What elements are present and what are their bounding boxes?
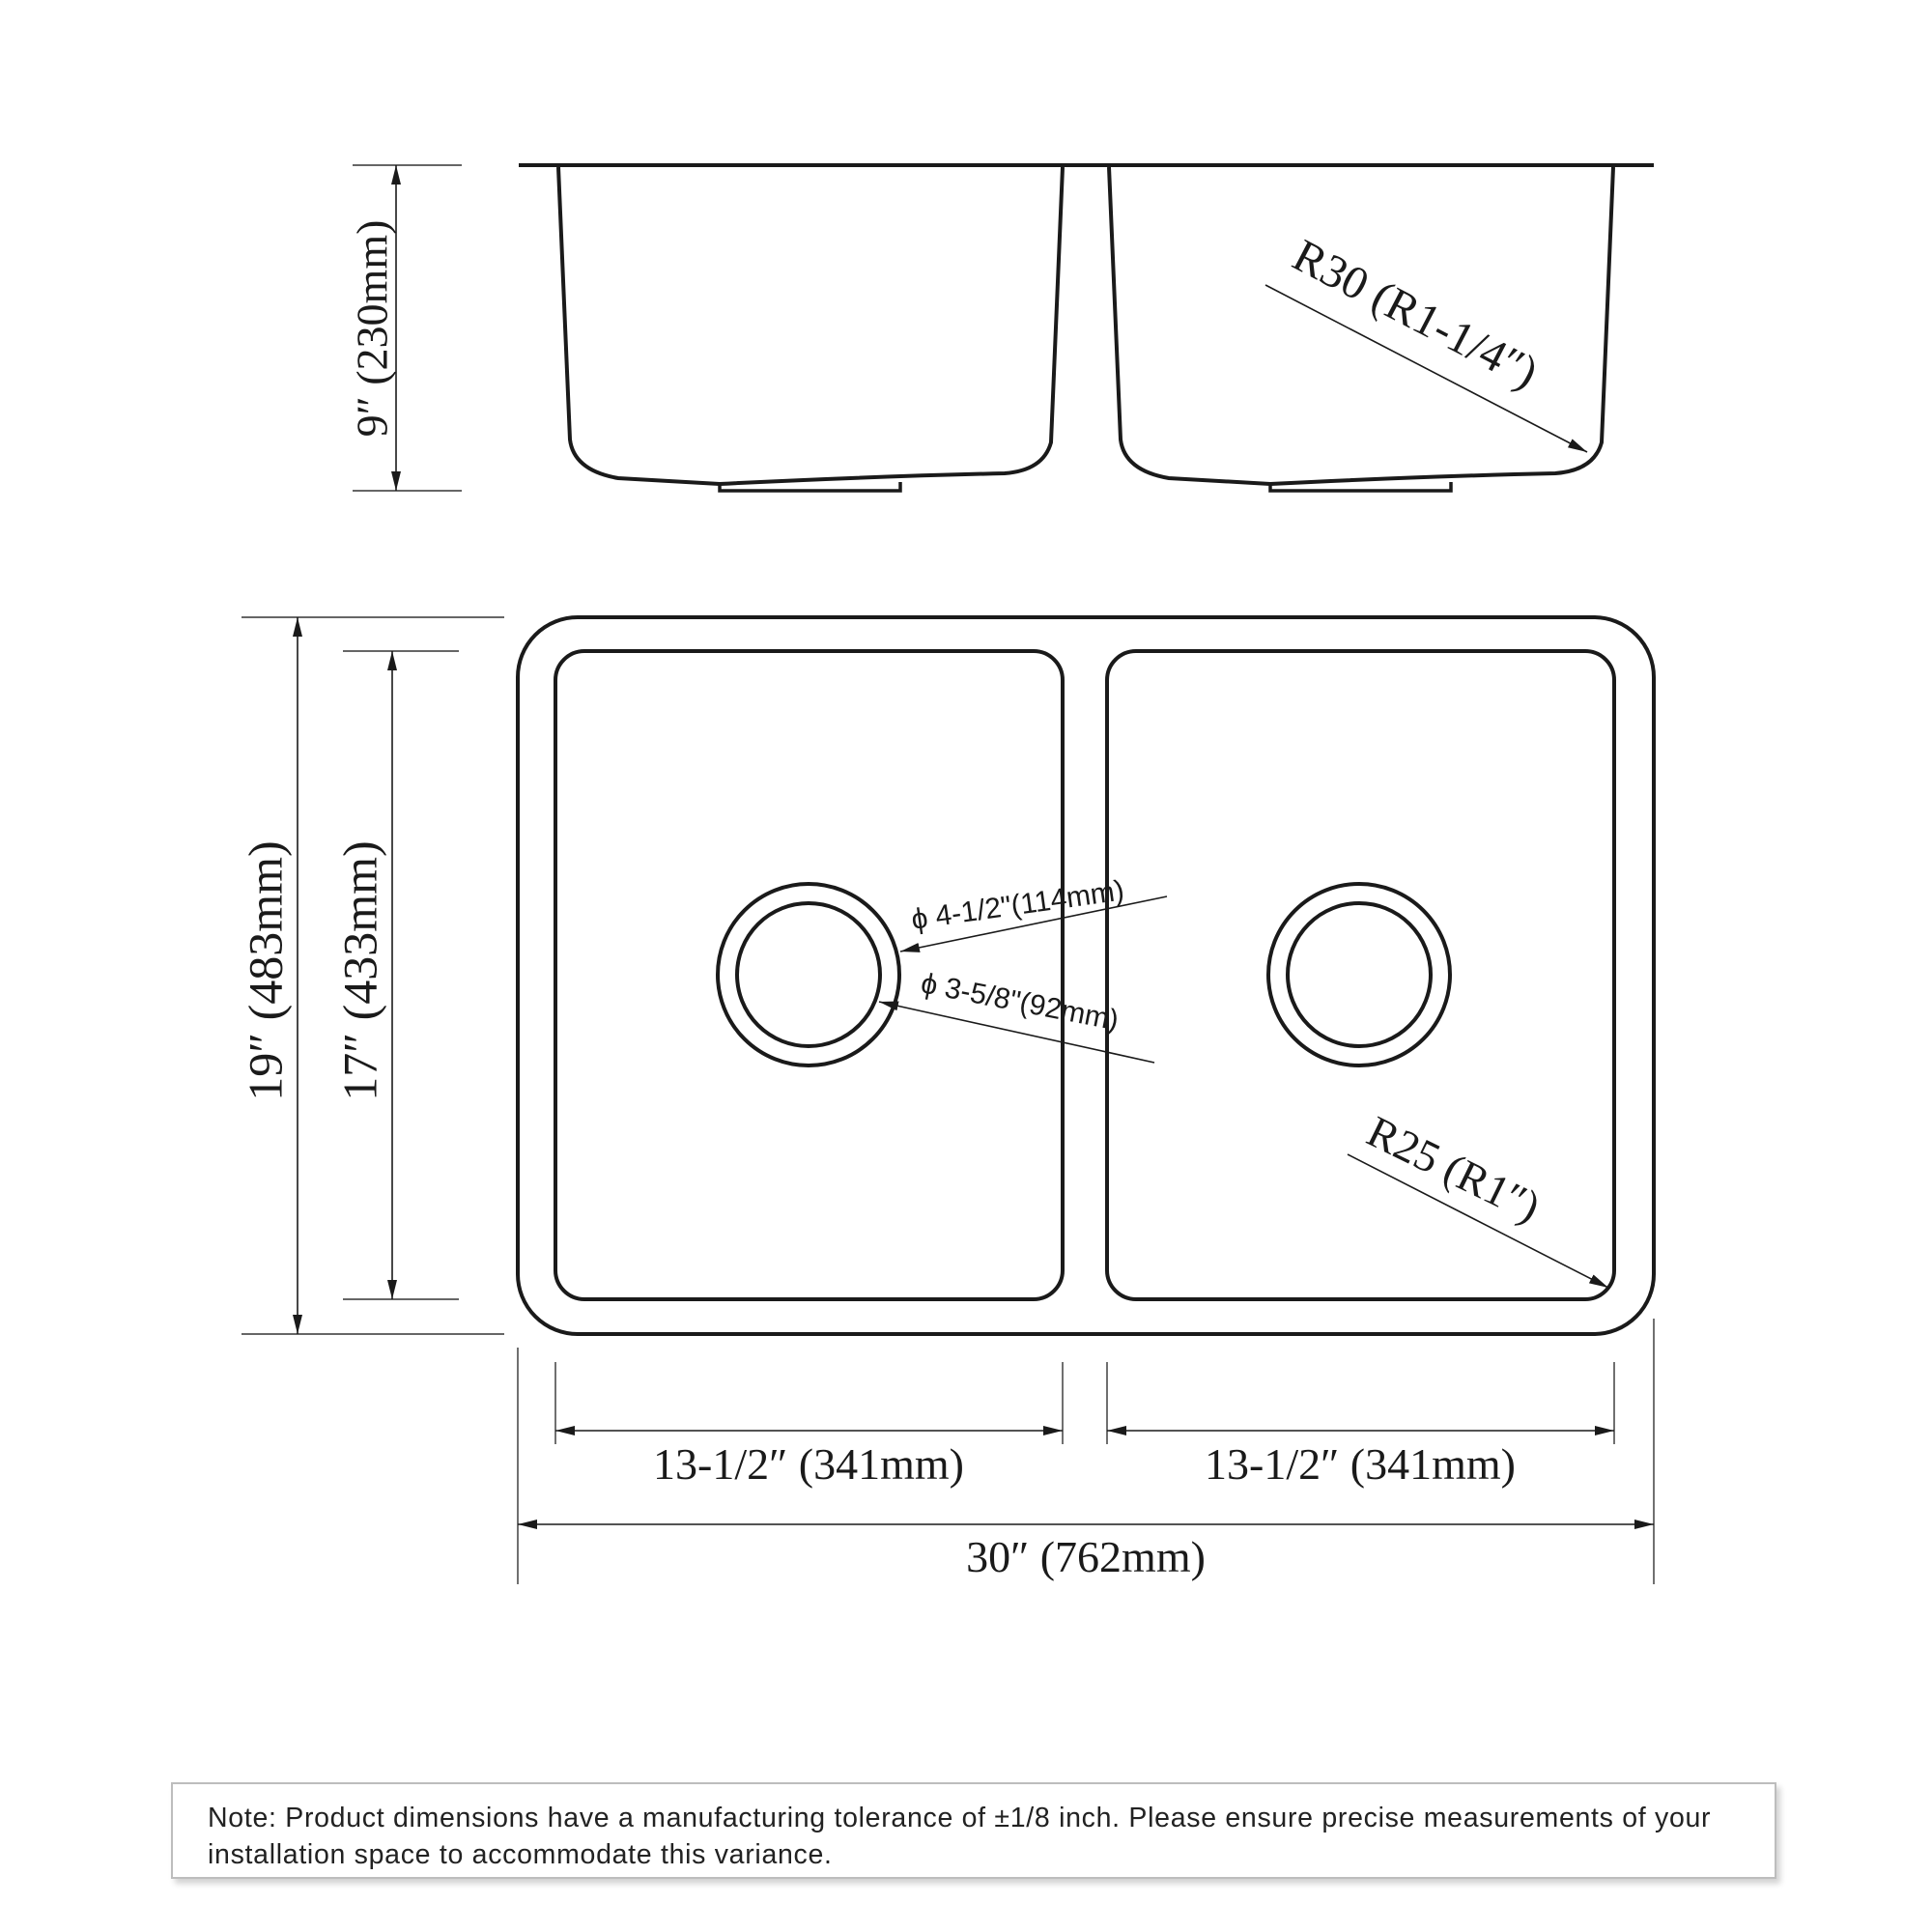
drain-outer-label: ϕ 4-1/2"(114mm) — [909, 874, 1126, 936]
right-drain — [1268, 884, 1450, 1065]
right-drain-inner-ring — [1288, 903, 1431, 1046]
top-radius-label: R25 (R1″) — [1359, 1106, 1548, 1233]
right-drain-outer-ring — [1268, 884, 1450, 1065]
overall-width-label: 30″ (762mm) — [966, 1532, 1206, 1581]
left-drain-outer-ring — [718, 884, 899, 1065]
side-view-right-bowl — [1109, 167, 1613, 484]
left-drain-inner-ring — [737, 903, 880, 1046]
side-view — [348, 165, 1654, 491]
note-box — [171, 1782, 1776, 1879]
drain-inner-label: ϕ 3-5/8"(92mm) — [918, 967, 1122, 1037]
bowl-right-width-label: 13-1/2″ (341mm) — [1205, 1439, 1516, 1489]
outer-depth-label: 19″ (483mm) — [238, 840, 293, 1101]
left-drain — [718, 884, 899, 1065]
bowl-left-width-label: 13-1/2″ (341mm) — [653, 1439, 964, 1489]
top-view — [238, 617, 1654, 1584]
side-view-left-bowl — [558, 167, 1063, 484]
note-text: Note: Product dimensions have a manufacturing tolerance of ±1/8 inch. Please ensure precise measurements of your installation space to accommodate this variance. — [208, 1803, 1712, 1870]
inner-depth-label: 17″ (433mm) — [332, 840, 387, 1101]
side-height-label: 9″ (230mm) — [347, 219, 397, 438]
side-radius-label: R30 (R1-1/4″) — [1284, 229, 1547, 399]
top-view-left-bowl — [555, 651, 1063, 1299]
top-view-outer-rim — [518, 617, 1654, 1334]
